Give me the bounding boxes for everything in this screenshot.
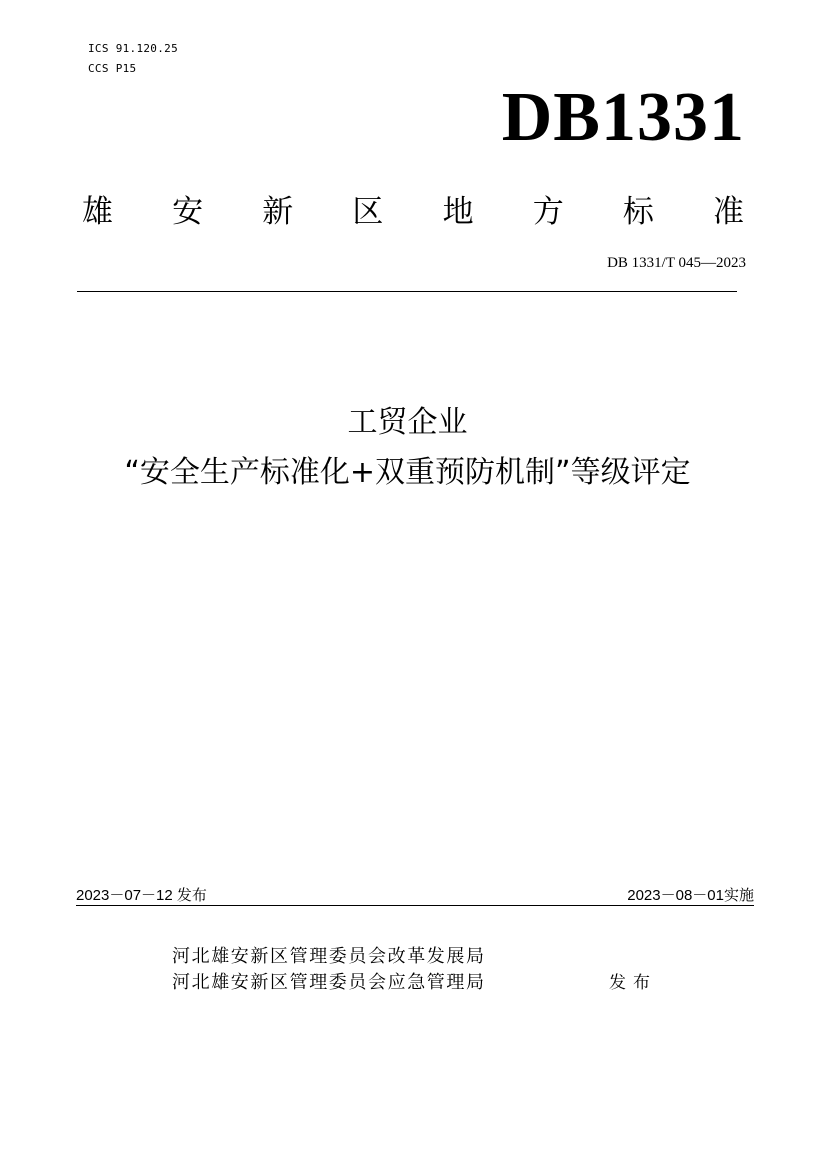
authority-heading bbox=[82, 192, 744, 232]
authority-char: 标 bbox=[622, 194, 654, 230]
authority-char: 雄 bbox=[82, 194, 113, 230]
authority-char: 安 bbox=[172, 194, 204, 230]
issue-date: 2023－07－12 发布 bbox=[76, 887, 207, 904]
standard-number: DB 1331/T 045—2023 bbox=[607, 255, 746, 271]
document-title-line-2: “安全生产标准化+双重预防机制”等级评定 bbox=[124, 455, 691, 490]
footer-divider bbox=[76, 905, 754, 906]
authority-char: 准 bbox=[712, 194, 744, 230]
ics-code: ICS 91.120.25 bbox=[88, 42, 178, 55]
publish-label: 发布 bbox=[609, 973, 657, 993]
authority-char: 新 bbox=[262, 194, 294, 230]
ccs-code: CCS P15 bbox=[88, 62, 137, 75]
issuer-line-1: 河北雄安新区管理委员会改革发展局 bbox=[172, 946, 486, 967]
issuer-line-2: 河北雄安新区管理委员会应急管理局 bbox=[172, 972, 486, 993]
header-divider bbox=[77, 291, 737, 292]
standard-code: DB1331 bbox=[501, 79, 745, 156]
authority-char: 方 bbox=[532, 194, 564, 230]
document-title-line-1: 工贸企业 bbox=[347, 405, 468, 440]
authority-char: 地 bbox=[442, 194, 474, 230]
implementation-date: 2023－08－01实施 bbox=[627, 887, 754, 904]
authority-char: 区 bbox=[352, 194, 384, 230]
